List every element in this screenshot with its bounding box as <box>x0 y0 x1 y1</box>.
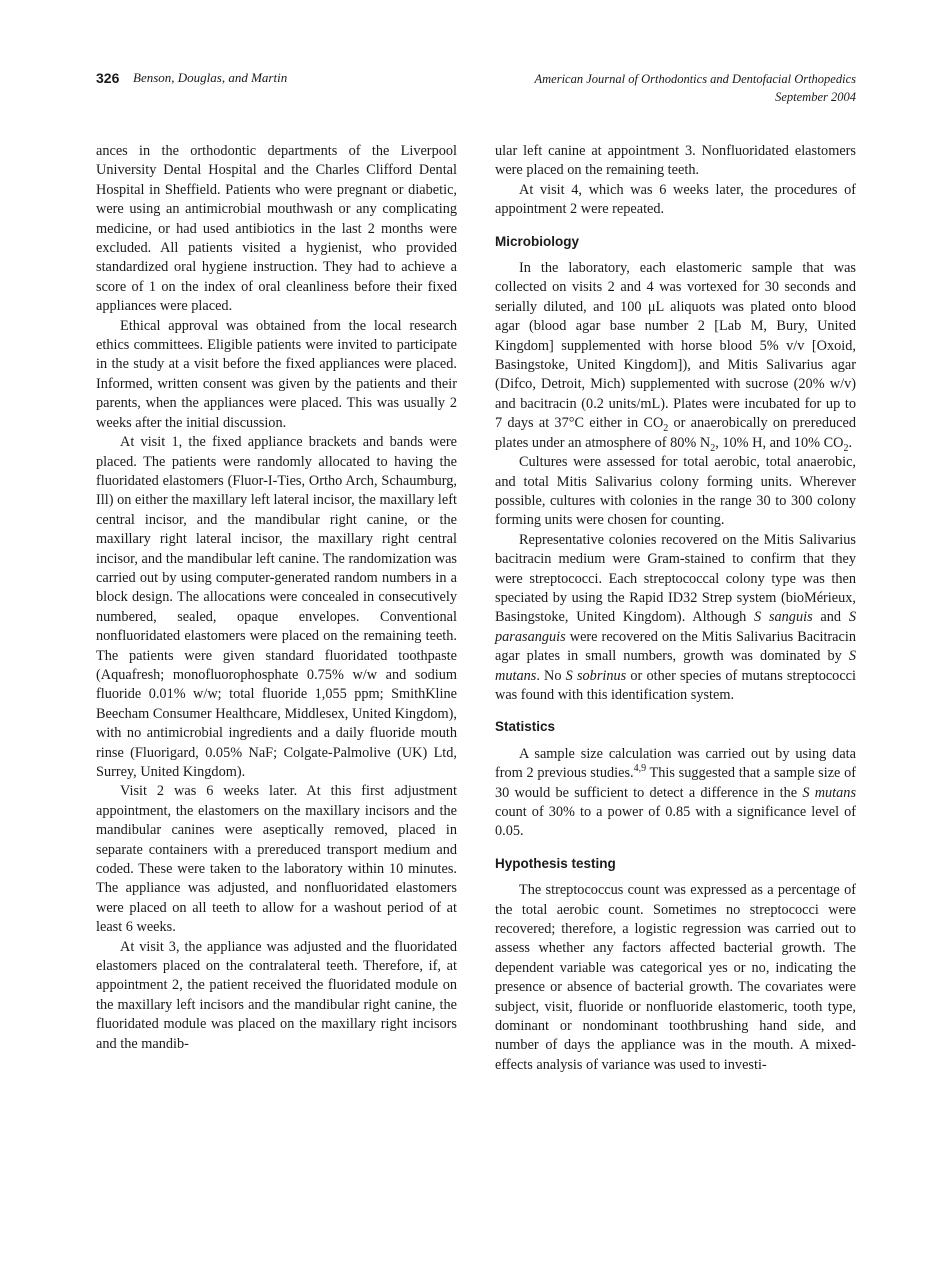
running-authors: Benson, Douglas, and Martin <box>133 70 288 85</box>
paragraph: Ethical approval was obtained from the local research ethics committees. Eligible patients were invited to participate in the study at a visit before the fixed appliances were placed. Informed, written consent was given by the patients and their parents, when the appliances were placed. This was usually 2 weeks after the initial discussion. <box>96 317 457 431</box>
paragraph: In the laboratory, each elastomeric sample that was collected on visits 2 and 4 was vortexed for 30 seconds and serially diluted, and 100 μL aliquots was plated onto blood agar (blood agar base number 2 [Lab M, Bury, United Kingdom] supplemented with horse blood 5% v/v [Oxoid, Basingstoke, United Kingdom]), and Mitis Salivarius agar (Difco, Detroit, Mich) supplemented with sucrose (20% w/v) and bacitracin (0.2 units/mL). Plates were incubated for up to 7 days at 37°C either in $CO_2$ or anaerobically on prereduced plates under an atmosphere of 80% $N_2$, 10% H, and 10% $CO_2$. <box>495 260 856 454</box>
paragraph: Representative colonies recovered on the Mitis Salivarius bacitracin medium were Gram-stained to confirm that they were streptococci. Each streptococcal colony type was then speciated by using the Rapid ID32 Strep system (bioMérieux, Basingstoke, United Kingdom). Although S sanguis and S parasanguis were recovered on the Mitis Salivarius Bacitracin agar plates in small numbers, growth was dominated by S mutans. No S sobrinus or other species of mutans streptococci was found with this identification system. <box>495 531 856 703</box>
paragraph: The streptococcus count was expressed as a percentage of the total aerobic count. Sometimes no streptococci were recovered; therefore, a logistic regression was carried out to assess whether any factors affected bacterial growth. The dependent variable was categorical yes or no, indicating the presence or absence of bacterial growth. The covariates were subject, visit, fluoride or nonfluoride elastomeric, tooth type, dominant or nondominant toothbrushing hand side, and number of days the appliance was in the mouth. A mixed-effects analysis of variance was used to investi- <box>495 882 856 1073</box>
paragraph: ances in the orthodontic departments of the Liverpool University Dental Hospital and the Charles Clifford Dental Hospital in Sheffield. Patients who were pregnant or diabetic, were using an antimicrobial mouthwash or any complicating medicine, or had used antibiotics in the last 2 months were excluded. All patients visited a hygienist, who provided standardized oral hygiene instruction. They had to achieve a score of 1 on the index of oral cleanliness before their fixed appliances were placed. <box>96 143 457 315</box>
running-header <box>96 70 856 110</box>
paragraph: A sample size calculation was carried out by using data from 2 previous studies.$^{4,9}$ This suggested that a sample size of 30 would be sufficient to detect a difference in the S mutans count of 30% to a power of 0.85 with a significance level of 0.05. <box>495 745 857 840</box>
section-heading-statistics: Statistics <box>495 719 556 735</box>
right-column <box>495 142 856 1075</box>
paragraph: At visit 4, which was 6 weeks later, the procedures of appointment 2 were repeated. <box>495 181 856 218</box>
paragraph: Cultures were assessed for total aerobic, total anaerobic, and total Mitis Salivarius colony forming units. Wherever possible, cultures with colonies in the range 30 to 300 colony forming units were chosen for counting. <box>495 454 856 529</box>
paragraph: ular left canine at appointment 3. Nonfluoridated elastomers were placed on the remaining teeth. <box>495 143 856 179</box>
left-column <box>96 142 457 1054</box>
paragraph: At visit 1, the fixed appliance brackets and bands were placed. The patients were randomly allocated to having the fluoridated elastomers (Fluor-I-Ties, Ortho Arch, Schaumburg, Ill) on either the maxillary left lateral incisor, the maxillary left central incisor, and the mandibular right canine, or the maxillary right lateral incisor, the maxillary right central incisor, and the mandibular left canine. The randomization was carried out by using computer-generated random numbers in a block design. The allocations were concealed in consecutively numbered, sealed, opaque envelopes. Conventional nonfluoridated elastomers were placed on the remaining teeth. The patients were given standard fluoridated toothpaste (Aquafresh; monofluorophosphate 0.75% w/w and sodium fluoride 0.01% w/w; total fluoride 1,055 ppm; SmithKline Beecham Consumer Healthcare, Middlesex, United Kingdom), with no antimicrobial ingredients and a daily fluoride mouth rinse (Fluorigard, 0.05% NaF; Colgate-Palmolive (UK) Ltd, Surrey, United Kingdom). <box>96 434 457 780</box>
paragraph: At visit 3, the appliance was adjusted and the fluoridated elastomers placed on the contralateral teeth. Therefore, if, at appointment 2, the patient received the fluoridated module on the maxillary left incisors and the mandibular right canine, the fluoridated module was placed on the maxillary right incisors and the mandib- <box>96 938 457 1052</box>
section-heading-microbiology: Microbiology <box>495 233 579 249</box>
journal-title <box>535 70 857 106</box>
section-heading-hypothesis-testing: Hypothesis testing <box>495 855 616 871</box>
journal-date: September 2004 <box>775 90 856 104</box>
paragraph: Visit 2 was 6 weeks later. At this first adjustment appointment, the elastomers on the maxillary incisors and the mandibular canines were aseptically removed, placed in separate containers with a prereduced transport medium and coded. These were taken to the laboratory within 10 minutes. The appliance was adjusted, and nonfluoridated elastomers were placed on all teeth to allow for a washout period of at least 6 weeks. <box>96 783 457 936</box>
page-number: 326 <box>96 70 120 86</box>
journal-name: American Journal of Orthodontics and Dentofacial Orthopedics <box>534 72 856 86</box>
